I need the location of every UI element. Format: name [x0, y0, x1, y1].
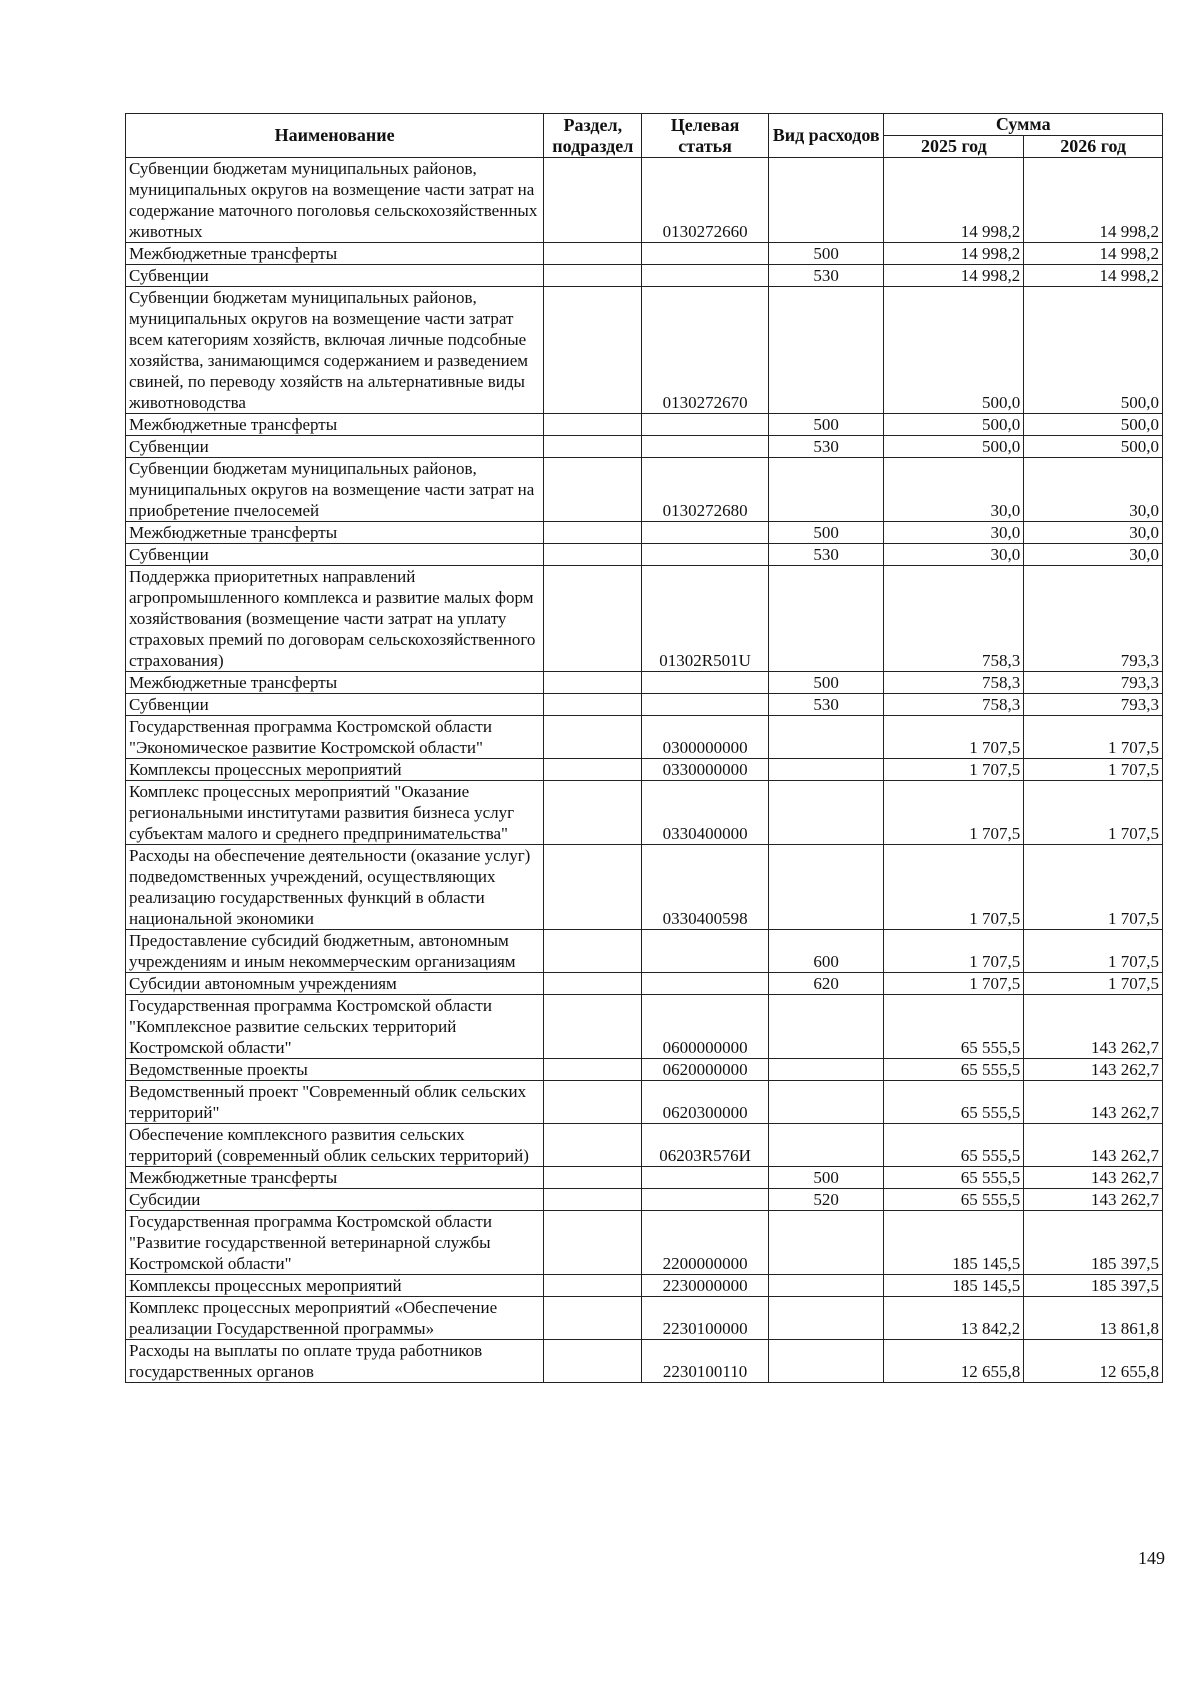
row-target-cell: 0300000000 [642, 716, 769, 759]
row-sum-2025-cell: 500,0 [884, 287, 1024, 414]
row-sum-2026-cell: 500,0 [1024, 287, 1163, 414]
table-row [126, 1189, 1163, 1211]
table-row [126, 781, 1163, 845]
table-row [126, 845, 1163, 930]
table-row [126, 1167, 1163, 1189]
row-name-cell: Межбюджетные трансферты [126, 1167, 544, 1189]
row-target-cell [642, 414, 769, 436]
row-sum-2026-cell: 143 262,7 [1024, 995, 1163, 1059]
table-row [126, 1059, 1163, 1081]
table-row [126, 995, 1163, 1059]
row-name-cell: Субсидии автономным учреждениям [126, 973, 544, 995]
row-sum-2025-cell: 185 145,5 [884, 1211, 1024, 1275]
row-name-cell: Межбюджетные трансферты [126, 522, 544, 544]
row-name-cell: Субвенции [126, 694, 544, 716]
row-sum-2025-cell: 1 707,5 [884, 973, 1024, 995]
row-section-cell [544, 158, 642, 243]
row-type-cell: 530 [768, 436, 884, 458]
row-section-cell [544, 694, 642, 716]
row-sum-2025-cell: 30,0 [884, 544, 1024, 566]
table-row [126, 265, 1163, 287]
table-row [126, 1211, 1163, 1275]
row-type-cell [768, 566, 884, 672]
row-sum-2026-cell: 14 998,2 [1024, 243, 1163, 265]
row-name-cell: Субсидии [126, 1189, 544, 1211]
row-sum-2026-cell: 143 262,7 [1024, 1059, 1163, 1081]
page-number: 149 [1138, 1548, 1165, 1568]
row-target-cell: 06203R576И [642, 1124, 769, 1167]
header-year-2026: 2026 год [1024, 136, 1163, 158]
row-sum-2026-cell: 1 707,5 [1024, 845, 1163, 930]
row-type-cell: 500 [768, 1167, 884, 1189]
row-sum-2026-cell: 793,3 [1024, 566, 1163, 672]
row-target-cell: 2230000000 [642, 1275, 769, 1297]
row-sum-2026-cell: 143 262,7 [1024, 1081, 1163, 1124]
row-section-cell [544, 845, 642, 930]
row-type-cell: 500 [768, 522, 884, 544]
row-sum-2026-cell: 1 707,5 [1024, 759, 1163, 781]
row-section-cell [544, 759, 642, 781]
row-sum-2026-cell: 143 262,7 [1024, 1189, 1163, 1211]
row-sum-2026-cell: 143 262,7 [1024, 1124, 1163, 1167]
row-name-cell: Государственная программа Костромской области "Комплексное развитие сельских территорий Костромской области" [126, 995, 544, 1059]
row-sum-2025-cell: 65 555,5 [884, 1167, 1024, 1189]
row-name-cell: Субвенции [126, 544, 544, 566]
table-row [126, 158, 1163, 243]
row-name-cell: Комплекс процессных мероприятий «Обеспечение реализации Государственной программы» [126, 1297, 544, 1340]
row-name-cell: Расходы на выплаты по оплате труда работников государственных органов [126, 1340, 544, 1383]
row-sum-2026-cell: 30,0 [1024, 522, 1163, 544]
row-target-cell [642, 930, 769, 973]
row-type-cell [768, 845, 884, 930]
row-target-cell: 0330400598 [642, 845, 769, 930]
row-section-cell [544, 265, 642, 287]
row-sum-2025-cell: 65 555,5 [884, 1081, 1024, 1124]
row-target-cell [642, 243, 769, 265]
row-sum-2025-cell: 758,3 [884, 694, 1024, 716]
row-type-cell: 530 [768, 544, 884, 566]
row-type-cell: 620 [768, 973, 884, 995]
table-row [126, 1081, 1163, 1124]
row-section-cell [544, 287, 642, 414]
row-target-cell: 01302R501U [642, 566, 769, 672]
table-row [126, 716, 1163, 759]
row-type-cell [768, 781, 884, 845]
row-target-cell: 0620000000 [642, 1059, 769, 1081]
row-name-cell: Ведомственные проекты [126, 1059, 544, 1081]
row-type-cell [768, 1275, 884, 1297]
row-section-cell [544, 566, 642, 672]
row-sum-2026-cell: 500,0 [1024, 414, 1163, 436]
row-section-cell [544, 1189, 642, 1211]
row-sum-2026-cell: 500,0 [1024, 436, 1163, 458]
row-section-cell [544, 672, 642, 694]
table-row [126, 1297, 1163, 1340]
row-sum-2025-cell: 1 707,5 [884, 845, 1024, 930]
row-sum-2026-cell: 793,3 [1024, 694, 1163, 716]
row-name-cell: Субвенции бюджетам муниципальных районов, муниципальных округов на возмещение части затрат на приобретение пчелосемей [126, 458, 544, 522]
row-sum-2025-cell: 758,3 [884, 566, 1024, 672]
row-section-cell [544, 781, 642, 845]
row-name-cell: Расходы на обеспечение деятельности (оказание услуг) подведомственных учреждений, осуществляющих реализацию государственных функций в области национальной экономики [126, 845, 544, 930]
row-sum-2026-cell: 185 397,5 [1024, 1275, 1163, 1297]
budget-table-container [125, 113, 1163, 1383]
row-type-cell [768, 287, 884, 414]
row-target-cell [642, 436, 769, 458]
row-name-cell: Поддержка приоритетных направлений агропромышленного комплекса и развитие малых форм хозяйствования (возмещение части затрат на уплату страховых премий по договорам сельскохозяйственного страхования) [126, 566, 544, 672]
row-sum-2025-cell: 65 555,5 [884, 995, 1024, 1059]
header-target: Целевая статья [642, 114, 769, 158]
row-sum-2025-cell: 14 998,2 [884, 243, 1024, 265]
row-sum-2025-cell: 500,0 [884, 414, 1024, 436]
table-row [126, 287, 1163, 414]
table-row [126, 694, 1163, 716]
row-target-cell: 0600000000 [642, 995, 769, 1059]
row-sum-2025-cell: 30,0 [884, 522, 1024, 544]
row-sum-2025-cell: 14 998,2 [884, 265, 1024, 287]
row-sum-2025-cell: 1 707,5 [884, 716, 1024, 759]
row-type-cell [768, 1340, 884, 1383]
row-sum-2025-cell: 65 555,5 [884, 1124, 1024, 1167]
row-type-cell [768, 716, 884, 759]
row-target-cell: 0130272670 [642, 287, 769, 414]
row-sum-2026-cell: 14 998,2 [1024, 265, 1163, 287]
row-sum-2025-cell: 1 707,5 [884, 759, 1024, 781]
table-row [126, 672, 1163, 694]
row-sum-2025-cell: 14 998,2 [884, 158, 1024, 243]
row-type-cell: 600 [768, 930, 884, 973]
row-section-cell [544, 522, 642, 544]
row-type-cell: 500 [768, 414, 884, 436]
row-type-cell [768, 1297, 884, 1340]
row-section-cell [544, 1297, 642, 1340]
header-type: Вид расходов [768, 114, 884, 158]
row-name-cell: Межбюджетные трансферты [126, 243, 544, 265]
row-target-cell [642, 973, 769, 995]
row-sum-2026-cell: 1 707,5 [1024, 930, 1163, 973]
row-name-cell: Государственная программа Костромской области "Экономическое развитие Костромской области" [126, 716, 544, 759]
row-name-cell: Субвенции бюджетам муниципальных районов, муниципальных округов на возмещение части затрат на содержание маточного поголовья сельскохозяйственных животных [126, 158, 544, 243]
row-sum-2026-cell: 30,0 [1024, 544, 1163, 566]
row-section-cell [544, 1167, 642, 1189]
row-name-cell: Субвенции [126, 436, 544, 458]
row-section-cell [544, 243, 642, 265]
row-sum-2026-cell: 30,0 [1024, 458, 1163, 522]
row-sum-2025-cell: 12 655,8 [884, 1340, 1024, 1383]
row-name-cell: Обеспечение комплексного развития сельских территорий (современный облик сельских территорий) [126, 1124, 544, 1167]
row-name-cell: Межбюджетные трансферты [126, 672, 544, 694]
row-type-cell: 530 [768, 694, 884, 716]
header-name: Наименование [126, 114, 544, 158]
row-type-cell [768, 1124, 884, 1167]
row-sum-2025-cell: 1 707,5 [884, 781, 1024, 845]
row-name-cell: Субвенции бюджетам муниципальных районов, муниципальных округов на возмещение части затрат всем категориям хозяйств, включая личные подсобные хозяйства, занимающимся содержанием и разведением свиней, по переводу хозяйств на альтернативные виды животноводства [126, 287, 544, 414]
table-row [126, 436, 1163, 458]
row-section-cell [544, 1340, 642, 1383]
row-type-cell [768, 458, 884, 522]
row-target-cell [642, 1167, 769, 1189]
row-sum-2025-cell: 30,0 [884, 458, 1024, 522]
row-section-cell [544, 930, 642, 973]
row-name-cell: Комплексы процессных мероприятий [126, 1275, 544, 1297]
row-target-cell: 2200000000 [642, 1211, 769, 1275]
row-target-cell: 2230100110 [642, 1340, 769, 1383]
row-section-cell [544, 995, 642, 1059]
row-sum-2025-cell: 500,0 [884, 436, 1024, 458]
row-sum-2025-cell: 13 842,2 [884, 1297, 1024, 1340]
row-name-cell: Субвенции [126, 265, 544, 287]
table-row [126, 414, 1163, 436]
row-section-cell [544, 1059, 642, 1081]
table-row [126, 243, 1163, 265]
row-sum-2026-cell: 1 707,5 [1024, 973, 1163, 995]
row-target-cell: 0330400000 [642, 781, 769, 845]
row-name-cell: Комплексы процессных мероприятий [126, 759, 544, 781]
row-section-cell [544, 436, 642, 458]
header-row-1 [126, 114, 1163, 136]
row-sum-2026-cell: 1 707,5 [1024, 716, 1163, 759]
row-name-cell: Межбюджетные трансферты [126, 414, 544, 436]
table-body [126, 158, 1163, 1383]
row-sum-2025-cell: 758,3 [884, 672, 1024, 694]
table-row [126, 1340, 1163, 1383]
row-section-cell [544, 1124, 642, 1167]
row-section-cell [544, 458, 642, 522]
row-type-cell: 500 [768, 243, 884, 265]
table-row [126, 522, 1163, 544]
row-type-cell [768, 1081, 884, 1124]
row-type-cell: 530 [768, 265, 884, 287]
row-target-cell [642, 265, 769, 287]
table-row [126, 1124, 1163, 1167]
row-type-cell [768, 1211, 884, 1275]
row-target-cell [642, 672, 769, 694]
row-target-cell: 2230100000 [642, 1297, 769, 1340]
row-section-cell [544, 1211, 642, 1275]
row-sum-2026-cell: 793,3 [1024, 672, 1163, 694]
table-row [126, 930, 1163, 973]
table-row [126, 544, 1163, 566]
header-section: Раздел, подраздел [544, 114, 642, 158]
row-sum-2025-cell: 185 145,5 [884, 1275, 1024, 1297]
row-name-cell: Комплекс процессных мероприятий "Оказание региональными институтами развития бизнеса услуг субъектам малого и среднего предпринимательства" [126, 781, 544, 845]
row-section-cell [544, 544, 642, 566]
row-name-cell: Ведомственный проект "Современный облик сельских территорий" [126, 1081, 544, 1124]
row-sum-2026-cell: 12 655,8 [1024, 1340, 1163, 1383]
row-sum-2025-cell: 1 707,5 [884, 930, 1024, 973]
row-section-cell [544, 1081, 642, 1124]
row-target-cell: 0330000000 [642, 759, 769, 781]
header-year-2025: 2025 год [884, 136, 1024, 158]
row-sum-2026-cell: 1 707,5 [1024, 781, 1163, 845]
row-sum-2026-cell: 143 262,7 [1024, 1167, 1163, 1189]
row-target-cell: 0130272680 [642, 458, 769, 522]
row-name-cell: Государственная программа Костромской области "Развитие государственной ветеринарной службы Костромской области" [126, 1211, 544, 1275]
row-type-cell [768, 995, 884, 1059]
row-type-cell [768, 759, 884, 781]
row-section-cell [544, 716, 642, 759]
row-type-cell: 500 [768, 672, 884, 694]
row-type-cell: 520 [768, 1189, 884, 1211]
table-row [126, 458, 1163, 522]
row-section-cell [544, 414, 642, 436]
header-sum: Сумма [884, 114, 1163, 136]
row-target-cell [642, 522, 769, 544]
row-sum-2026-cell: 13 861,8 [1024, 1297, 1163, 1340]
table-row [126, 566, 1163, 672]
table-row [126, 973, 1163, 995]
row-section-cell [544, 973, 642, 995]
row-sum-2026-cell: 185 397,5 [1024, 1211, 1163, 1275]
budget-table [125, 113, 1163, 1383]
row-name-cell: Предоставление субсидий бюджетным, автономным учреждениям и иным некоммерческим организациям [126, 930, 544, 973]
row-target-cell [642, 544, 769, 566]
row-target-cell [642, 694, 769, 716]
row-target-cell: 0130272660 [642, 158, 769, 243]
row-sum-2025-cell: 65 555,5 [884, 1059, 1024, 1081]
row-target-cell: 0620300000 [642, 1081, 769, 1124]
row-type-cell [768, 158, 884, 243]
row-section-cell [544, 1275, 642, 1297]
table-row [126, 759, 1163, 781]
table-row [126, 1275, 1163, 1297]
row-sum-2026-cell: 14 998,2 [1024, 158, 1163, 243]
row-type-cell [768, 1059, 884, 1081]
row-target-cell [642, 1189, 769, 1211]
row-sum-2025-cell: 65 555,5 [884, 1189, 1024, 1211]
